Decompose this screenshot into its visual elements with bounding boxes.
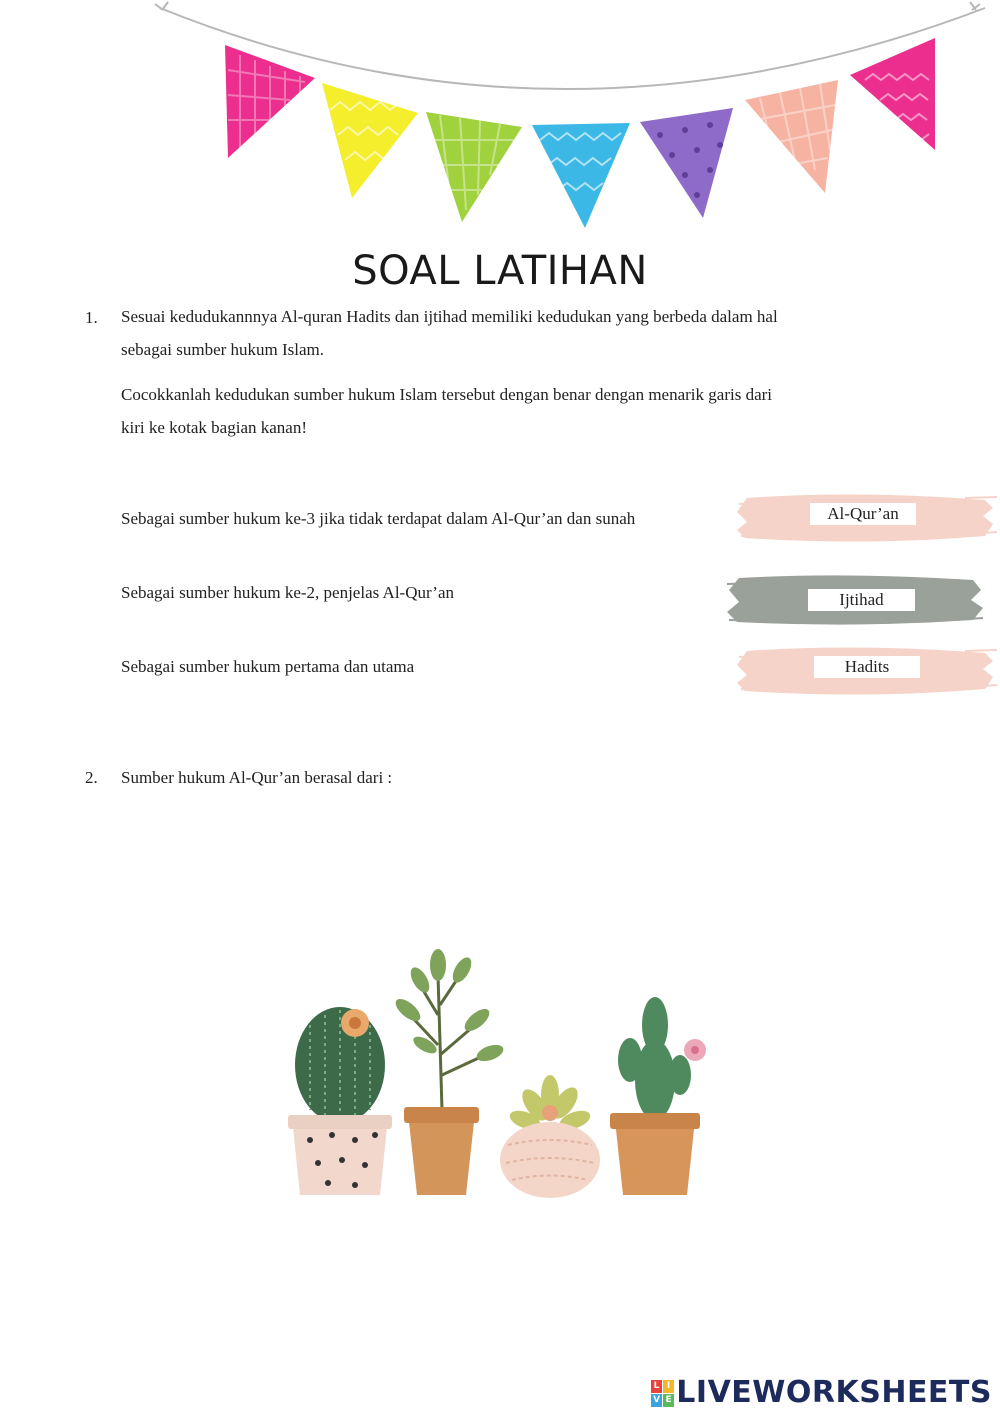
flag-6 [745,80,838,193]
flag-5 [640,108,733,218]
round-cactus [288,1007,392,1195]
logo-mark-icon: L I V E [651,1380,673,1406]
statement-2[interactable]: Sebagai sumber hukum ke-2, penjelas Al-Qur’an [121,583,454,602]
question-1-text-line-2: sebagai sumber hukum Islam. [121,340,325,359]
answer-box-al-quran[interactable]: Al-Qur’an [810,503,916,525]
statement-1[interactable]: Sebagai sumber hukum ke-3 jika tidak terdapat dalam Al-Qur’an dan sunah [121,509,636,528]
bunting-banner [0,0,1000,240]
flag-3 [426,112,522,222]
flag-2 [322,83,418,198]
question-1-instruction-line-1: Cocokkanlah kedudukan sumber hukum Islam tersebut dengan benar dengan menarik garis dari [121,385,772,404]
leafy-plant [392,949,506,1195]
paddle-cactus [610,997,706,1195]
question-2-text: Sumber hukum Al-Qur’an berasal dari : [121,768,393,787]
answer-box-hadits[interactable]: Hadits [814,656,920,678]
question-1-text-line-1: Sesuai kedudukannnya Al-quran Hadits dan ijtihad memiliki kedudukan yang berbeda dalam hal [121,307,778,326]
question-1-instruction-line-2: kiri ke kotak bagian kanan! [121,418,307,437]
flag-7 [850,38,935,150]
flag-4 [532,123,630,228]
statement-3[interactable]: Sebagai sumber hukum pertama dan utama [121,657,415,676]
page-title: SOAL LATIHAN [352,248,648,294]
answer-box-ijtihad[interactable]: Ijtihad [808,589,915,611]
logo-text: LIVEWORKSHEETS [676,1375,992,1410]
question-1-number: 1. [85,308,98,327]
question-2-number: 2. [85,768,98,787]
succulent [500,1075,600,1198]
flag-1 [225,45,315,158]
potted-plants-illustration [270,935,740,1215]
liveworksheets-logo [651,1375,992,1410]
